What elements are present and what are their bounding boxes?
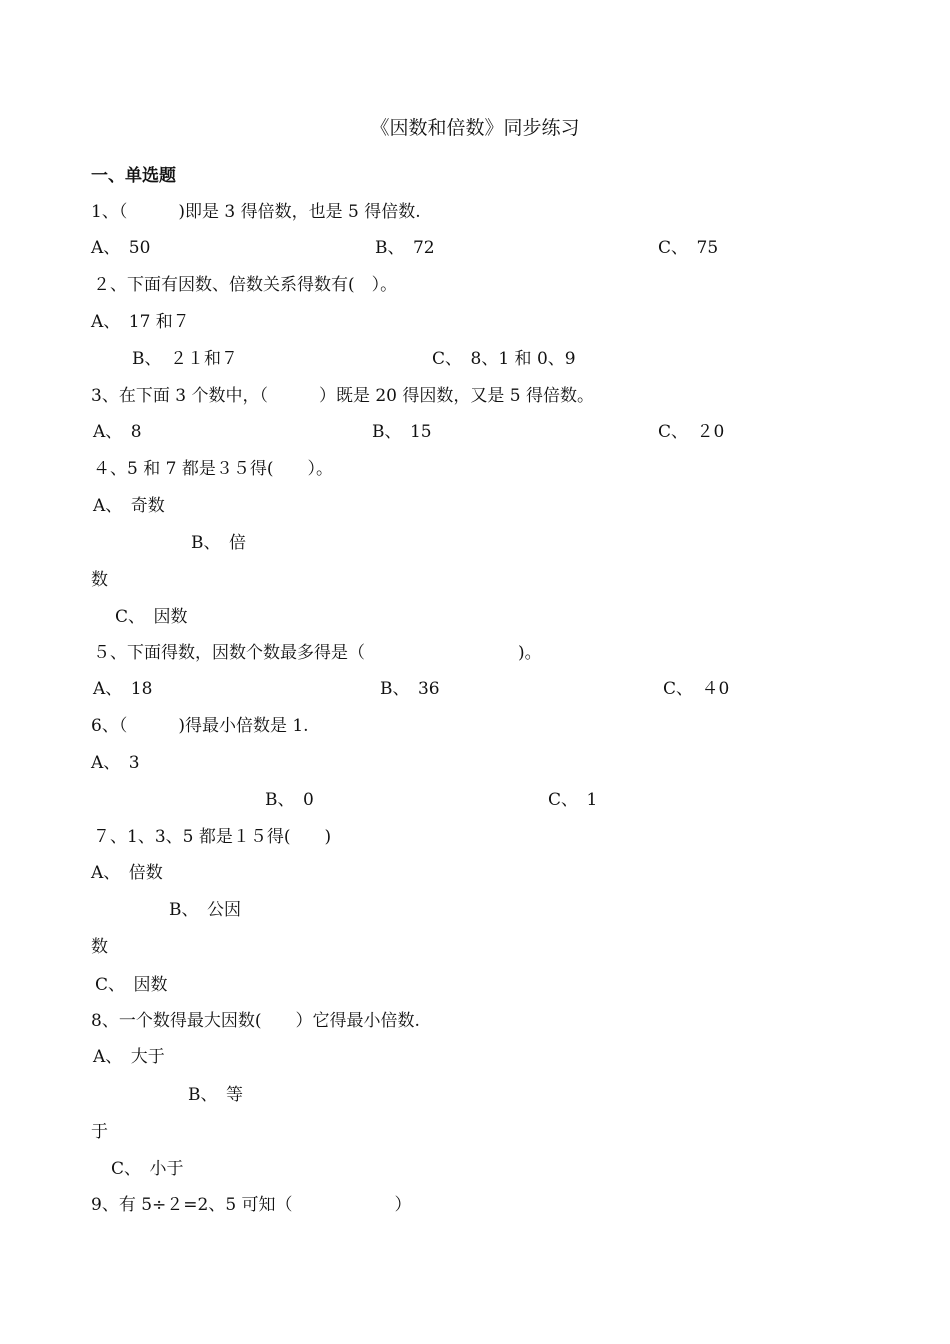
q7-option-b-wrap: 数 [91,937,108,957]
q2-option-b: B、 ２１和７ [132,349,238,369]
q3-option-a: A、 8 [93,422,142,442]
q8-option-a: A、 大于 [93,1047,165,1067]
q6-option-a: A、 3 [91,753,140,773]
q4-option-a: A、 奇数 [93,496,165,516]
q5-option-a: A、 18 [93,679,153,699]
q4-option-b-wrap: 数 [91,570,108,590]
q6-option-b: B、 0 [265,790,314,810]
question-7: ７、1、3、5 都是１５得( ) [93,827,332,847]
question-9: 9、有 5÷２=2、5 可知（ ） [91,1195,412,1215]
q5-option-c: C、 ４0 [663,679,730,699]
q8-option-c: C、 小于 [111,1159,184,1179]
section-heading: 一、单选题 [91,166,176,186]
q1-option-b: B、 72 [375,238,435,258]
q7-option-b: B、 公因 [169,900,241,920]
q2-option-a: A、 17 和７ [91,312,190,332]
q1-option-a: A、 50 [91,238,151,258]
q2-option-c: C、 8、1 和 0、9 [432,349,576,369]
page-title: 《因数和倍数》同步练习 [370,117,580,139]
question-8: 8、一个数得最大因数( ）它得最小倍数. [91,1011,420,1031]
q4-option-c: C、 因数 [115,607,188,627]
question-4: ４、5 和 7 都是３５得( ）。 [93,459,333,479]
q8-option-b-wrap: 于 [91,1122,108,1142]
q4-option-b: B、 倍 [191,533,246,553]
q7-option-a: A、 倍数 [91,863,163,883]
q7-option-c: C、 因数 [95,975,168,995]
question-6: 6、（ )得最小倍数是 1. [91,716,309,736]
q1-option-c: C、 75 [658,238,719,258]
question-5: ５、下面得数，因数个数最多得是（ )。 [93,643,542,663]
q8-option-b: B、 等 [188,1085,243,1105]
question-3: 3、在下面 3 个数中，（ ）既是 20 得因数，又是 5 得倍数。 [91,386,595,406]
question-2: ２、下面有因数、倍数关系得数有( ）。 [93,275,398,295]
q3-option-b: B、 15 [372,422,432,442]
q5-option-b: B、 36 [380,679,440,699]
q6-option-c: C、 1 [548,790,598,810]
question-1: 1、（ )即是 3 得倍数，也是 5 得倍数. [91,202,421,222]
q3-option-c: C、 ２0 [658,422,725,442]
